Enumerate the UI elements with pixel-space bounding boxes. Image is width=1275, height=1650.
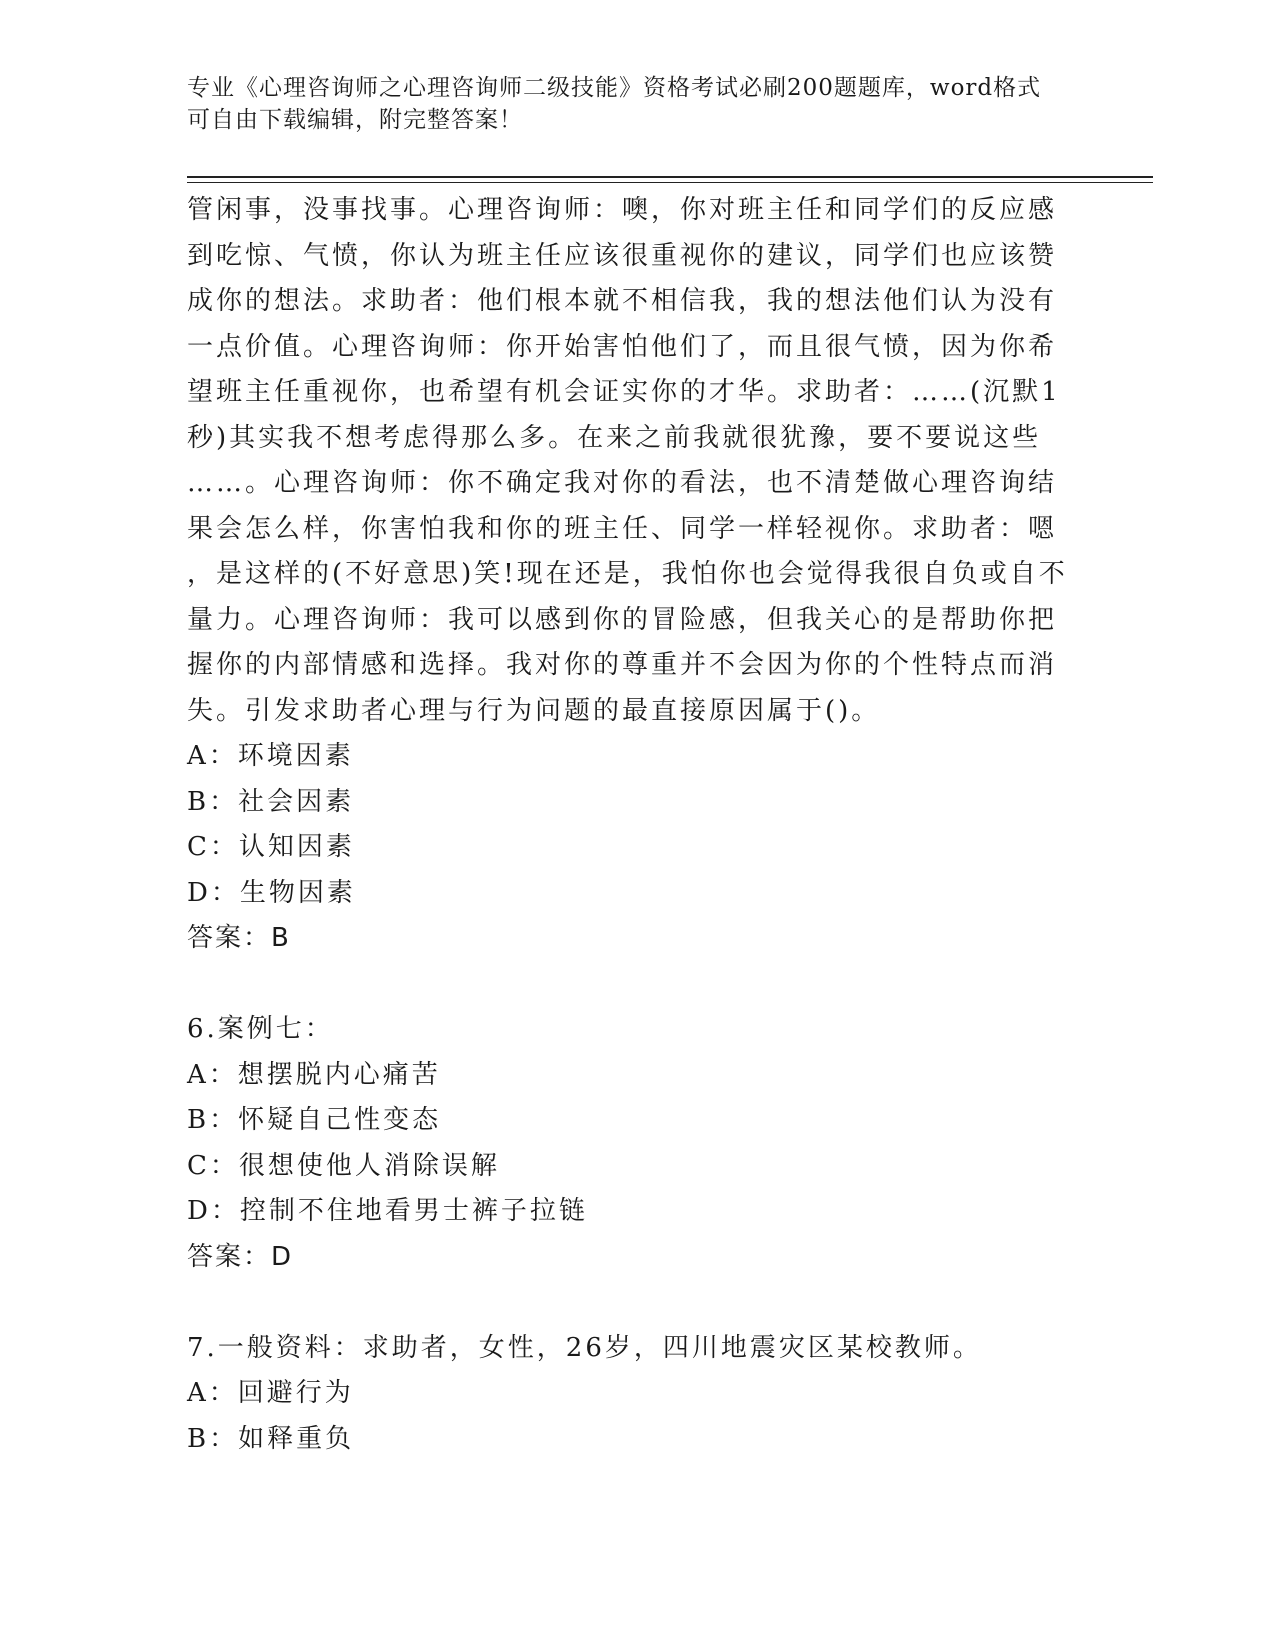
document-body: [187, 188, 1087, 1462]
passage-line: 量力。心理咨询师：我可以感到你的冒险感，但我关心的是帮助你把: [187, 604, 1058, 635]
option-b: B：如释重负: [187, 1423, 355, 1454]
option-a: A：回避行为: [187, 1378, 354, 1408]
option-c: C：很想使他人消除误解: [187, 1150, 500, 1181]
passage-line: 握你的内部情感和选择。我对你的尊重并不会因为你的个性特点而消: [187, 650, 1058, 680]
option-b: B：怀疑自己性变态: [187, 1105, 442, 1135]
passage-line: 失。引发求助者心理与行为问题的最直接原因属于()。: [187, 695, 881, 726]
header-line-1: 专业《心理咨询师之心理咨询师二级技能》资格考试必刷200题题库，word格式: [187, 75, 1042, 101]
passage-line: 管闲事，没事找事。心理咨询师：噢，你对班主任和同学们的反应感: [187, 195, 1058, 225]
passage-line: 秒)其实我不想考虑得那么多。在来之前我就很犹豫，要不要说这些: [187, 422, 1042, 453]
passage-line: 果会怎么样，你害怕我和你的班主任、同学一样轻视你。求助者：嗯: [187, 513, 1058, 544]
question-5-options: [187, 734, 1087, 916]
passage-line: 成你的想法。求助者：他们根本就不相信我，我的想法他们认为没有: [187, 286, 1058, 316]
option-d: D：生物因素: [187, 877, 356, 908]
passage-line: 望班主任重视你，也希望有机会证实你的才华。求助者：……(沉默1: [187, 377, 1061, 407]
passage-line: ，是这样的(不好意思)笑!现在还是，我怕你也会觉得我很自负或自不: [187, 559, 1068, 589]
document-header: [187, 72, 1067, 136]
question-5-answer: 答案：B: [187, 923, 291, 953]
question-5-passage: [187, 188, 1087, 734]
option-a: A：想摆脱内心痛苦: [187, 1059, 441, 1090]
header-divider-thin: [187, 182, 1153, 183]
spacer: [187, 962, 1087, 1008]
passage-line: 一点价值。心理咨询师：你开始害怕他们了，而且很气愤，因为你希: [187, 331, 1058, 362]
question-6-answer: 答案：D: [187, 1241, 294, 1272]
passage-line: ……。心理咨询师：你不确定我对你的看法，也不清楚做心理咨询结: [187, 468, 1058, 498]
option-c: C：认知因素: [187, 832, 355, 862]
option-a: A：环境因素: [187, 741, 354, 771]
option-b: B：社会因素: [187, 786, 355, 817]
option-d: D：控制不住地看男士裤子拉链: [187, 1196, 588, 1226]
spacer: [187, 1280, 1087, 1326]
question-7-stem: 7.一般资料：求助者，女性，26岁，四川地震灾区某校教师。: [187, 1332, 982, 1363]
question-7: [187, 1326, 1087, 1463]
question-6-stem: 6.案例七：: [187, 1014, 334, 1044]
passage-line: 到吃惊、气愤，你认为班主任应该很重视你的建议，同学们也应该赞: [187, 240, 1058, 271]
header-divider-thick: [187, 176, 1153, 178]
header-line-2: 可自由下载编辑，附完整答案！: [187, 107, 523, 133]
question-6: [187, 1007, 1087, 1280]
